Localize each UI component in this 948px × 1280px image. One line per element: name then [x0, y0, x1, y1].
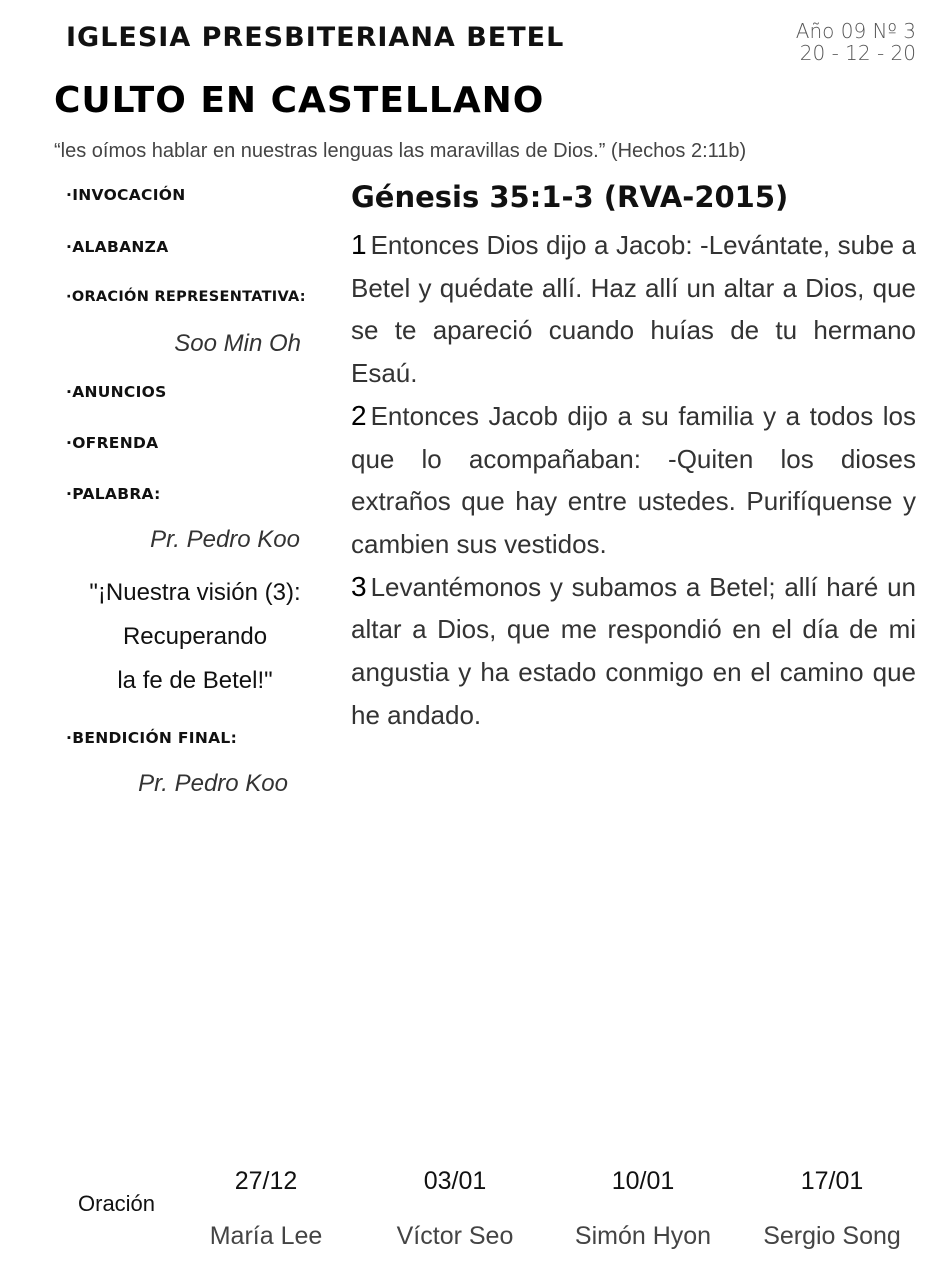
sermon-line-2: Recuperando [122, 623, 268, 650]
sermon-title [66, 571, 324, 703]
item-palabra-label: PALABRA: [72, 485, 161, 503]
service-title: CULTO EN CASTELLANO [54, 80, 545, 121]
verse [351, 566, 916, 737]
scripture-reference: Génesis 35:1-3 (RVA-2015) [351, 180, 789, 214]
item-palabra: ·PALABRA: [66, 485, 161, 503]
scripture [351, 180, 916, 736]
bendicion-person: Pr. Pedro Koo [138, 770, 288, 797]
issue-number: Año 09 Nº 3 [795, 19, 916, 43]
item-invocacion: ·INVOCACIÓN [66, 186, 186, 204]
palabra-person: Pr. Pedro Koo [150, 526, 300, 553]
prayer-date: 03/01 [423, 1167, 487, 1195]
issue-date: 20 - 12 - 20 [799, 41, 916, 65]
verse-text: Entonces Dios dijo a Jacob: -Levántate, sube a Betel y quédate allí. Haz allí un altar a Dios, que se te apareció cuando huías de tu hermano Esaú. [351, 230, 916, 389]
prayer-date: 10/01 [611, 1167, 675, 1195]
prayer-date: 27/12 [234, 1167, 298, 1195]
verse-number: 2 [351, 399, 367, 431]
motto: “les oímos hablar en nuestras lenguas las maravillas de Dios.” (Hechos 2:11b) [54, 140, 747, 162]
sermon-line-3: la fe de Betel!" [117, 667, 273, 694]
item-bendicion: ·BENDICIÓN FINAL: [66, 729, 238, 747]
item-alabanza-label: ALABANZA [72, 238, 169, 256]
item-bendicion-label: BENDICIÓN FINAL: [72, 729, 238, 747]
item-alabanza: ·ALABANZA [66, 238, 169, 256]
issue-info [796, 20, 916, 64]
item-invocacion-label: INVOCACIÓN [72, 186, 186, 204]
item-ofrenda: ·OFRENDA [66, 434, 159, 452]
prayer-name: Simón Hyon [574, 1222, 712, 1250]
item-anuncios-label: ANUNCIOS [72, 383, 167, 401]
church-name: IGLESIA PRESBITERIANA BETEL [66, 22, 565, 53]
item-oracion: ·ORACIÓN REPRESENTATIVA: [66, 289, 306, 305]
prayer-name: María Lee [209, 1222, 323, 1250]
verse-text: Levantémonos y subamos a Betel; allí haré un altar a Dios, que me respondió en el día de mi angustia y ha estado conmigo en el camino que he andado. [351, 571, 916, 730]
verse-number: 1 [351, 229, 367, 260]
prayer-name: Víctor Seo [396, 1222, 514, 1250]
prayer-date: 17/01 [800, 1167, 864, 1195]
oracion-person: Soo Min Oh [174, 330, 301, 357]
verse [351, 395, 916, 566]
item-oracion-label: ORACIÓN REPRESENTATIVA: [71, 289, 306, 305]
sermon-line-1: "¡Nuestra visión (3): [89, 579, 301, 606]
item-ofrenda-label: OFRENDA [72, 434, 159, 452]
verse [351, 224, 916, 395]
item-anuncios: ·ANUNCIOS [66, 383, 167, 401]
verse-number: 3 [351, 570, 367, 602]
verse-text: Entonces Jacob dijo a su familia y a todos los que lo acompañaban: -Quiten los dioses extraños que hay entre ustedes. Purifíquense y cambien sus vestidos. [351, 400, 916, 559]
prayer-name: Sergio Song [763, 1222, 901, 1250]
prayer-label: Oración [78, 1191, 156, 1216]
